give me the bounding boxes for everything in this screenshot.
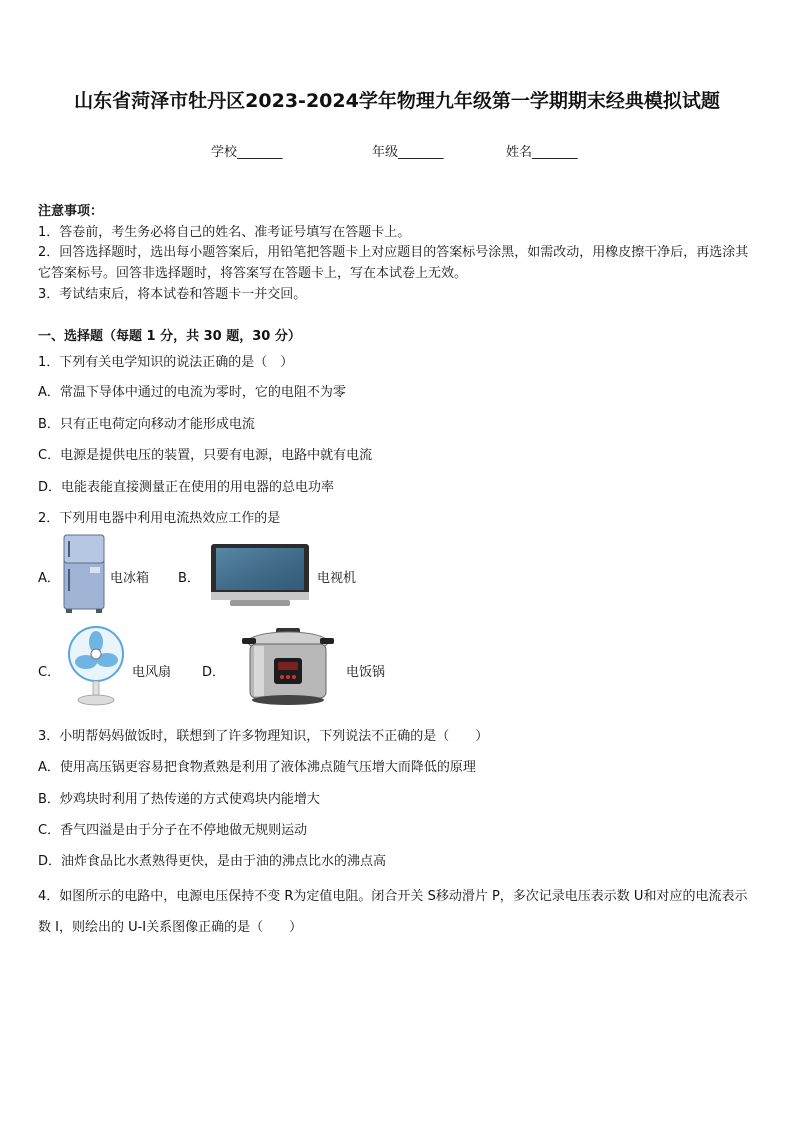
q2-stem: 2．下列用电器中利用电流热效应工作的是 xyxy=(38,511,281,526)
name-field: 姓名_______ xyxy=(506,145,578,160)
q2-option-d-label: 电饭锅 xyxy=(346,665,386,680)
notice-item-1: 1．答卷前，考生务必将自己的姓名、准考证号填写在答题卡上。 xyxy=(38,225,411,240)
q3-option-a: A．使用高压锅更容易把食物煮熟是利用了液体沸点随气压增大而降低的原理 xyxy=(38,760,476,775)
section-heading: 一、选择题（每题 1 分，共 30 题，30 分） xyxy=(38,329,301,344)
q2-option-b-letter: B． xyxy=(178,571,200,586)
q3-stem: 3．小明帮妈妈做饭时，联想到了许多物理知识，下列说法不正确的是（ ） xyxy=(38,729,489,744)
exam-title: 山东省菏泽市牡丹区2023-2024学年物理九年级第一学期期末经典模拟试题 xyxy=(74,90,720,112)
notice-heading: 注意事项： xyxy=(38,204,104,219)
q3-option-d: D．油炸食品比水煮熟得更快，是由于油的沸点比水的沸点高 xyxy=(38,854,387,869)
notice-item-3: 3．考试结束后，将本试卷和答题卡一并交回。 xyxy=(38,287,307,302)
grade-field: 年级_______ xyxy=(372,145,444,160)
q1-option-a: A．常温下导体中通过的电流为零时，它的电阻不为零 xyxy=(38,385,346,400)
rice-cooker-image xyxy=(240,626,336,708)
q2-option-d-letter: D． xyxy=(202,665,226,680)
television-image xyxy=(210,543,310,607)
q1-option-b: B．只有正电荷定向移动才能形成电流 xyxy=(38,417,255,432)
q4-stem: 4．如图所示的电路中，电源电压保持不变 R为定值电阻。闭合开关 S移动滑片 P，多次记录电压表示数 U和对应的电流表示数 I，则绘出的 U-I关系图像正确的是（ ） xyxy=(38,889,748,935)
notice-item-2: 2．回答选择题时，选出每小题答案后，用铅笔把答题卡上对应题目的答案标号涂黑，如需改动，用橡皮擦干净后，再选涂其它答案标号。回答非选择题时，将答案写在答题卡上，写在本试卷上无效。 xyxy=(38,245,749,281)
q2-option-a-label: 电冰箱 xyxy=(110,571,150,586)
q2-option-c-label: 电风扇 xyxy=(132,665,172,680)
q3-option-c: C．香气四溢是由于分子在不停地做无规则运动 xyxy=(38,823,308,838)
q1-option-d: D．电能表能直接测量正在使用的用电器的总电功率 xyxy=(38,480,335,495)
q2-option-a-letter: A． xyxy=(38,571,60,586)
refrigerator-image xyxy=(60,533,110,615)
school-field: 学校_______ xyxy=(211,145,283,160)
q1-option-c: C．电源是提供电压的装置，只要有电源，电路中就有电流 xyxy=(38,448,373,463)
electric-fan-image xyxy=(64,626,128,706)
q1-stem: 1．下列有关电学知识的说法正确的是（ ） xyxy=(38,355,294,370)
q2-option-c-letter: C． xyxy=(38,665,61,680)
q2-option-b-label: 电视机 xyxy=(317,571,357,586)
q3-option-b: B．炒鸡块时利用了热传递的方式使鸡块内能增大 xyxy=(38,792,320,807)
